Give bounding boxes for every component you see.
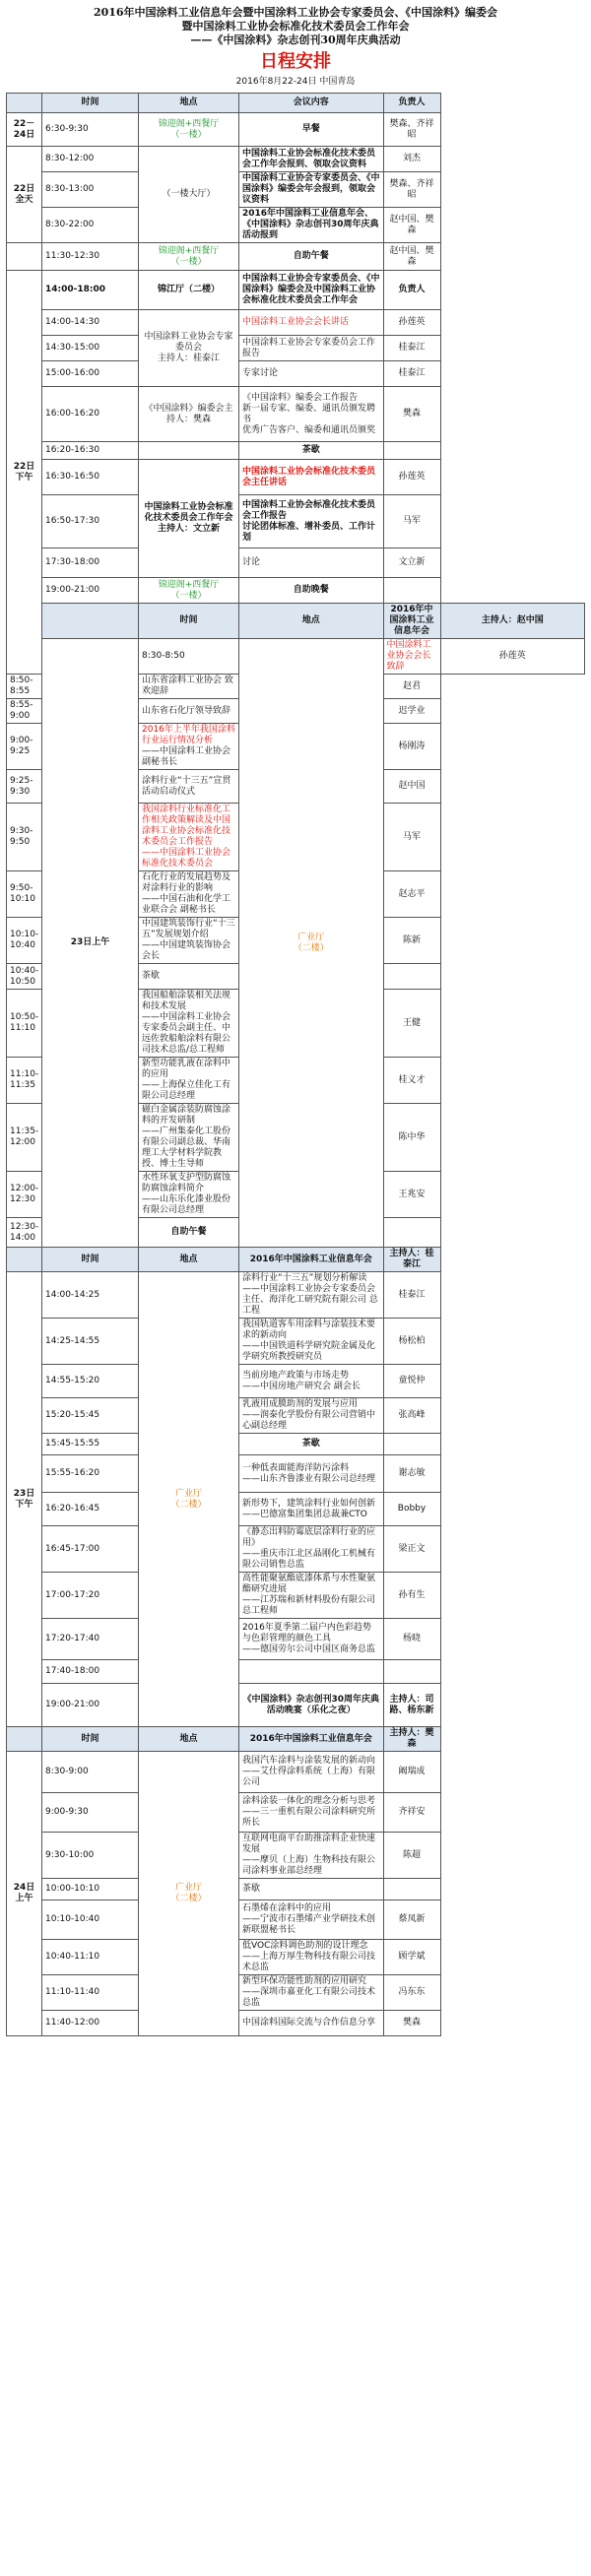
content-cell: 早餐 [239, 113, 384, 147]
date-cell: 23日下午 [7, 1272, 42, 1727]
table-row [7, 1573, 585, 1619]
content-cell: 我国汽车涂料与涂装发展的新动向 ——艾仕得涂料系统（上海）有限公司 [239, 1752, 384, 1793]
host-cell: 陈新 [383, 918, 440, 964]
time-cell: 14:00-14:25 [42, 1272, 139, 1319]
content-cell: 茶歇 [239, 442, 384, 460]
table-row [7, 1365, 585, 1398]
table-row [7, 1900, 585, 1940]
content-cell: 山东省石化厅领导致辞 [139, 699, 239, 724]
content-cell: 《静态出料防霉底层涂料行业的应用》 ——重庆市江北区晶刚化工机械有限公司销售总监 [239, 1526, 384, 1573]
time-cell: 19:00-21:00 [42, 1684, 139, 1727]
header-row [7, 94, 585, 113]
time-cell: 16:20-16:45 [42, 1493, 139, 1526]
host-cell [383, 1434, 440, 1455]
time-cell: 16:30-16:50 [42, 460, 139, 495]
host-cell: 杨晓 [383, 1619, 440, 1660]
table-row [7, 361, 585, 387]
host-cell: 孙莲英 [383, 310, 440, 336]
host-cell: 谢志敏 [383, 1455, 440, 1493]
content-cell: 中国涂料工业协会标准化技术委员会工作年会报到、领取会议资料 [239, 147, 384, 172]
time-cell: 16:50-17:30 [42, 495, 139, 548]
content-cell: 山东省涂料工业协会 致欢迎辞 [139, 675, 239, 699]
content-cell: 涂料行业“十三五”宣贯活动启动仪式 [139, 770, 239, 804]
time-cell: 16:45-17:00 [42, 1526, 139, 1573]
host-cell: 赵志平 [383, 871, 440, 918]
time-cell: 8:30-22:00 [42, 208, 139, 243]
place-cell: 广业厅 （二楼） [139, 1752, 239, 2036]
time-cell: 14:00-14:30 [42, 310, 139, 336]
time-cell: 9:30-10:00 [42, 1833, 139, 1879]
table-row [7, 1455, 585, 1493]
time-cell: 12:30-14:00 [7, 1218, 42, 1248]
time-cell: 11:30-12:30 [42, 243, 139, 271]
host-cell: 樊森 [383, 2011, 440, 2036]
place-cell: 《中国涂料》编委会主持人：樊森 [139, 387, 239, 442]
content-cell: 石墨烯在涂料中的应用 ——宁波市石墨烯产业学研技术创新联盟秘书长 [239, 1900, 384, 1940]
host-cell [383, 964, 440, 990]
section-title: 2016年中国涂料工业信息年会 [239, 1727, 384, 1752]
host-cell: 樊森、齐祥昭 [383, 172, 440, 208]
content-cell: 新型功能乳液在涂料中的应用 ——上海保立佳化工有限公司总经理 [139, 1058, 239, 1104]
time-cell: 8:30-12:00 [42, 147, 139, 172]
header-line-2: 暨中国涂料工业协会标准化技术委员会工作年会 [181, 20, 410, 32]
content-cell: 2016年中国涂料工业信息年会、《中国涂料》杂志创刊30周年庆典活动报到 [239, 208, 384, 243]
host-cell: 孙有生 [383, 1573, 440, 1619]
time-cell: 10:10-10:40 [42, 1900, 139, 1940]
content-cell: 我国船舶涂装相关法规和技术发展 ——中国涂料工业协会专家委员会副主任、中远佐敦船舶涂料有限公司技术总监/总工程师 [139, 990, 239, 1058]
table-row [7, 1493, 585, 1526]
host-cell: 顾学斌 [383, 1940, 440, 1975]
date-cell: 22日下午 [7, 271, 42, 675]
time-cell: 10:40-10:50 [7, 964, 42, 990]
host-cell [383, 1879, 440, 1900]
table-row [7, 208, 585, 243]
header-row [7, 1248, 585, 1272]
table-row [7, 460, 585, 495]
table-row [7, 1319, 585, 1365]
host-cell [383, 1660, 440, 1684]
host-cell: 冯东东 [383, 1975, 440, 2011]
table-row [7, 1752, 585, 1793]
table-row [7, 243, 585, 271]
schedule-table [6, 93, 585, 2036]
host-cell [383, 442, 440, 460]
time-cell: 14:25-14:55 [42, 1319, 139, 1365]
content-cell: 互联网电商平台助推涂料企业快速发展 ——摩贝（上海）生物科技有限公司涂料事业部总经理 [239, 1833, 384, 1879]
table-row [7, 1975, 585, 2011]
place-cell: 中国涂料工业协会标准化技术委员会工作年会主持人：文立新 [139, 460, 239, 578]
content-cell: 中国涂料国际交流与合作信息分享 [239, 2011, 384, 2036]
time-cell: 10:10-10:40 [7, 918, 42, 964]
header-date [7, 1727, 42, 1752]
host-cell: 孙莲英 [440, 639, 585, 675]
section-host: 主持人：赵中国 [440, 604, 585, 639]
time-cell: 6:30-9:30 [42, 113, 139, 147]
time-cell: 15:45-15:55 [42, 1434, 139, 1455]
time-cell: 11:35-12:00 [7, 1104, 42, 1172]
place-cell: 中国涂料工业协会专家委员会 主持人：桂泰江 [139, 310, 239, 387]
header-content: 会议内容 [239, 94, 384, 113]
table-row [7, 1684, 585, 1727]
place-cell [139, 442, 239, 460]
host-cell: 桂泰江 [383, 336, 440, 361]
host-cell: 赵中国、樊森 [383, 243, 440, 271]
table-row [7, 1619, 585, 1660]
time-cell: 12:00-12:30 [7, 1172, 42, 1218]
page-title: 日程安排 [260, 51, 331, 72]
section-title: 2016年中国涂料工业信息年会 [383, 604, 440, 639]
table-row [7, 387, 585, 442]
content-cell: 涂料涂装一体化的理念分析与思考 ——三一重机有限公司涂料研究所所长 [239, 1793, 384, 1833]
header-place: 地点 [239, 604, 384, 639]
time-cell: 10:00-10:10 [42, 1879, 139, 1900]
time-cell: 17:30-18:00 [42, 548, 139, 578]
time-cell: 8:55-9:00 [7, 699, 42, 724]
content-cell: 茶歇 [139, 964, 239, 990]
table-row [7, 495, 585, 548]
host-cell: 童悦仲 [383, 1365, 440, 1398]
time-cell: 9:50-10:10 [7, 871, 42, 918]
table-row [7, 147, 585, 172]
content-cell: 自助午餐 [239, 243, 384, 271]
content-cell: 中国涂料工业协会专家委员会工作报告 [239, 336, 384, 361]
date-cell: 22－24日 [7, 113, 42, 147]
table-row [7, 442, 585, 460]
time-cell: 17:20-17:40 [42, 1619, 139, 1660]
content-cell: 中国建筑装饰行业“十三五”发展规划介绍 ——中国建筑装饰协会会长 [139, 918, 239, 964]
time-cell: 15:00-16:00 [42, 361, 139, 387]
table-row [7, 336, 585, 361]
host-cell: Bobby [383, 1493, 440, 1526]
place-cell: 锦迎阁+西餐厅 （一楼） [139, 243, 239, 271]
content-cell: 《中国涂料》杂志创刊30周年庆典活动晚宴（乐化之夜） [239, 1684, 384, 1727]
time-cell: 16:20-16:30 [42, 442, 139, 460]
time-cell: 11:10-11:35 [7, 1058, 42, 1104]
host-cell: 迟学业 [383, 699, 440, 724]
time-cell: 15:55-16:20 [42, 1455, 139, 1493]
time-cell: 14:00-18:00 [42, 271, 139, 310]
table-row [7, 2011, 585, 2036]
content-cell: 水性环氧支护型防腐蚀防腐蚀涂料简介 ——山东乐化漆业股份有限公司总经理 [139, 1172, 239, 1218]
time-cell: 8:30-9:00 [42, 1752, 139, 1793]
table-row [7, 1272, 585, 1319]
content-cell: 中国涂料工业协会标准化技术委员会工作报告 讨论团体标准、增补委员、工作计划 [239, 495, 384, 548]
host-cell: 赵中国、樊森 [383, 208, 440, 243]
table-row [7, 1879, 585, 1900]
host-cell: 孙莲英 [383, 460, 440, 495]
content-cell: 自助晚餐 [239, 578, 384, 604]
content-cell: 中国涂料工业协会标准化技术委员会主任讲话 [239, 460, 384, 495]
content-cell: 当前房地产政策与市场走势 ——中国房地产研究会 副会长 [239, 1365, 384, 1398]
time-cell: 9:25-9:30 [7, 770, 42, 804]
table-row [7, 1833, 585, 1879]
header-time: 时间 [42, 94, 139, 113]
place-cell: （一楼大厅） [139, 147, 239, 243]
table-row [7, 1526, 585, 1573]
time-cell: 14:55-15:20 [42, 1365, 139, 1398]
host-cell: 赵中国 [383, 770, 440, 804]
header-place: 地点 [139, 1727, 239, 1752]
header-row [7, 604, 585, 639]
table-row [7, 1398, 585, 1434]
host-cell: 樊森 [383, 387, 440, 442]
time-cell: 17:00-17:20 [42, 1573, 139, 1619]
host-cell: 桂泰江 [383, 1272, 440, 1319]
time-cell: 11:40-12:00 [42, 2011, 139, 2036]
time-cell: 8:50-8:55 [7, 675, 42, 699]
host-cell: 桂义才 [383, 1058, 440, 1104]
content-cell: 我国涂料行业标准化工作相关政策解读及中国涂料工业协会标准化技术委员会工作报告 ——中国涂料工业协会标准化技术委员会 [139, 804, 239, 871]
content-cell: 茶歇 [239, 1434, 384, 1455]
host-cell: 马军 [383, 495, 440, 548]
time-cell: 9:30-9:50 [7, 804, 42, 871]
place-cell: 广业厅 （二楼） [139, 1272, 239, 1727]
content-cell: 专家讨论 [239, 361, 384, 387]
host-cell: 王健 [383, 990, 440, 1058]
content-cell: 中国涂料工业协会会长讲话 [239, 310, 384, 336]
header-date [7, 1248, 42, 1272]
content-cell: 中国涂料工业协会专家委员会、《中国涂料》编委会及中国涂料工业协会标准化技术委员会工作年会 [239, 271, 384, 310]
date-place: 2016年8月22-24日 中国青岛 [235, 77, 356, 87]
time-cell: 8:30-8:50 [139, 639, 239, 675]
time-cell: 9:00-9:30 [42, 1793, 139, 1833]
header-row [7, 1727, 585, 1752]
table-row [7, 548, 585, 578]
header-date [42, 604, 139, 639]
time-cell: 10:50-11:10 [7, 990, 42, 1058]
place-cell: 广业厅 （二楼） [239, 639, 384, 1248]
host-cell: 杨刚涛 [383, 724, 440, 770]
content-cell: 低VOC涂料调色助剂的设计理念 ——上海万厚生物科技有限公司技术总监 [239, 1940, 384, 1975]
header-line-1: 2016年中国涂料工业信息年会暨中国涂料工业协会专家委员会、《中国涂料》编委会 [93, 6, 498, 19]
date-cell: 22日全天 [7, 147, 42, 243]
content-cell: 新形势下，建筑涂料行业如何创新 ——巴德富集团集团总裁兼CTO [239, 1493, 384, 1526]
place-cell: 锦江厅（二楼） [139, 271, 239, 310]
header-time: 时间 [139, 604, 239, 639]
host-cell: 马军 [383, 804, 440, 871]
time-cell: 19:00-21:00 [42, 578, 139, 604]
table-row [7, 1793, 585, 1833]
content-cell [239, 1660, 384, 1684]
host-cell: 王兆安 [383, 1172, 440, 1218]
header [6, 6, 585, 89]
content-cell: 茶歇 [239, 1879, 384, 1900]
host-cell: 陈中华 [383, 1104, 440, 1172]
time-cell: 17:40-18:00 [42, 1660, 139, 1684]
host-cell: 赵君 [383, 675, 440, 699]
host-cell: 蔡凤新 [383, 1900, 440, 1940]
table-row [7, 1940, 585, 1975]
host-cell: 负责人 [383, 271, 440, 310]
content-cell: 中国涂料工业协会会长致辞 [383, 639, 440, 675]
host-cell [383, 1218, 440, 1248]
host-cell: 樊森、齐祥昭 [383, 113, 440, 147]
time-cell: 9:00-9:25 [7, 724, 42, 770]
table-row [7, 310, 585, 336]
time-cell: 8:30-13:00 [42, 172, 139, 208]
table-row [7, 113, 585, 147]
content-cell: 《中国涂料》编委会工作报告 新一届专家、编委、通讯员颁发聘书 优秀广告客户、编委和通讯员颁奖 [239, 387, 384, 442]
table-row [7, 1434, 585, 1455]
section-host: 主持人：桂泰江 [383, 1248, 440, 1272]
header-host: 负责人 [383, 94, 440, 113]
host-cell: 齐祥安 [383, 1793, 440, 1833]
time-cell: 15:20-15:45 [42, 1398, 139, 1434]
content-cell: 新型环保功能性助剂的应用研究 ——深圳市嘉亚化工有限公司技术总监 [239, 1975, 384, 2011]
content-cell: 乳液用成膜助剂的发展与应用 ——润泰化学股份有限公司营销中心副总经理 [239, 1398, 384, 1434]
host-cell: 张高峰 [383, 1398, 440, 1434]
header-time: 时间 [42, 1248, 139, 1272]
place-cell: 锦迎阁+西餐厅 （一楼） [139, 578, 239, 604]
place-cell: 锦迎阁+西餐厅 （一楼） [139, 113, 239, 147]
header-place: 地点 [139, 1248, 239, 1272]
table-row [7, 578, 585, 604]
content-cell: 石化行业的发展趋势及对涂料行业的影响 ——中国石油和化学工业联合会 副秘书长 [139, 871, 239, 918]
section-host: 主持人：樊森 [383, 1727, 440, 1752]
time-cell: 11:10-11:40 [42, 1975, 139, 2011]
content-cell: 2016年上半年我国涂料行业运行情况分析 ——中国涂料工业协会副秘书长 [139, 724, 239, 770]
host-cell: 桂泰江 [383, 361, 440, 387]
content-cell: 涂料行业“十三五”规划分析解读 ——中国涂料工业协会专家委员会主任、海洋化工研究院有限公司 总工程 [239, 1272, 384, 1319]
date-cell: 23日上午 [42, 639, 139, 1248]
content-cell: 2016年夏季第二届户内色彩趋势与色彩管理的颜色工具 ——德国劳尔公司中国区商务总监 [239, 1619, 384, 1660]
content-cell: 磁白金属涂装防腐蚀涂料的开发研制 ——广州集泰化工股份有限公司副总裁、华南理工大学材料学院教授、博士生导师 [139, 1104, 239, 1172]
table-row [7, 271, 585, 310]
host-cell: 杨松柏 [383, 1319, 440, 1365]
header-time: 时间 [42, 1727, 139, 1752]
section-title: 2016年中国涂料工业信息年会 [239, 1248, 384, 1272]
host-cell: 阚瑞成 [383, 1752, 440, 1793]
content-cell: 一种低表面能海洋防污涂料 ——山东齐鲁漆业有限公司总经理 [239, 1455, 384, 1493]
host-cell: 文立新 [383, 548, 440, 578]
content-cell: 中国涂料工业协会专家委员会、《中国涂料》编委会年会报到，领取会议资料 [239, 172, 384, 208]
host-cell: 梁正文 [383, 1526, 440, 1573]
content-cell: 自助午餐 [139, 1218, 239, 1248]
host-cell [383, 578, 440, 604]
date-cell [7, 243, 42, 271]
header-date [7, 94, 42, 113]
host-cell: 陈超 [383, 1833, 440, 1879]
content-cell: 讨论 [239, 548, 384, 578]
host-cell: 刘杰 [383, 147, 440, 172]
time-cell: 14:30-15:00 [42, 336, 139, 361]
date-cell: 24日上午 [7, 1752, 42, 2036]
table-row [7, 1660, 585, 1684]
host-cell: 主持人：司路、杨东新 [383, 1684, 440, 1727]
time-cell: 16:00-16:20 [42, 387, 139, 442]
table-row [7, 172, 585, 208]
table-row [7, 639, 585, 675]
content-cell: 我国轨道客车用涂料与涂装技术要求的新动向 ——中国铁道科学研究院金属及化学研究所教授研究员 [239, 1319, 384, 1365]
header-place: 地点 [139, 94, 239, 113]
header-line-3: ——《中国涂料》杂志创刊30周年庆典活动 [190, 33, 401, 46]
time-cell: 10:40-11:10 [42, 1940, 139, 1975]
content-cell: 高性能聚氨酯底漆体系与水性聚氨酯研究进展 ——江苏瑞和新材料股份有限公司总工程师 [239, 1573, 384, 1619]
